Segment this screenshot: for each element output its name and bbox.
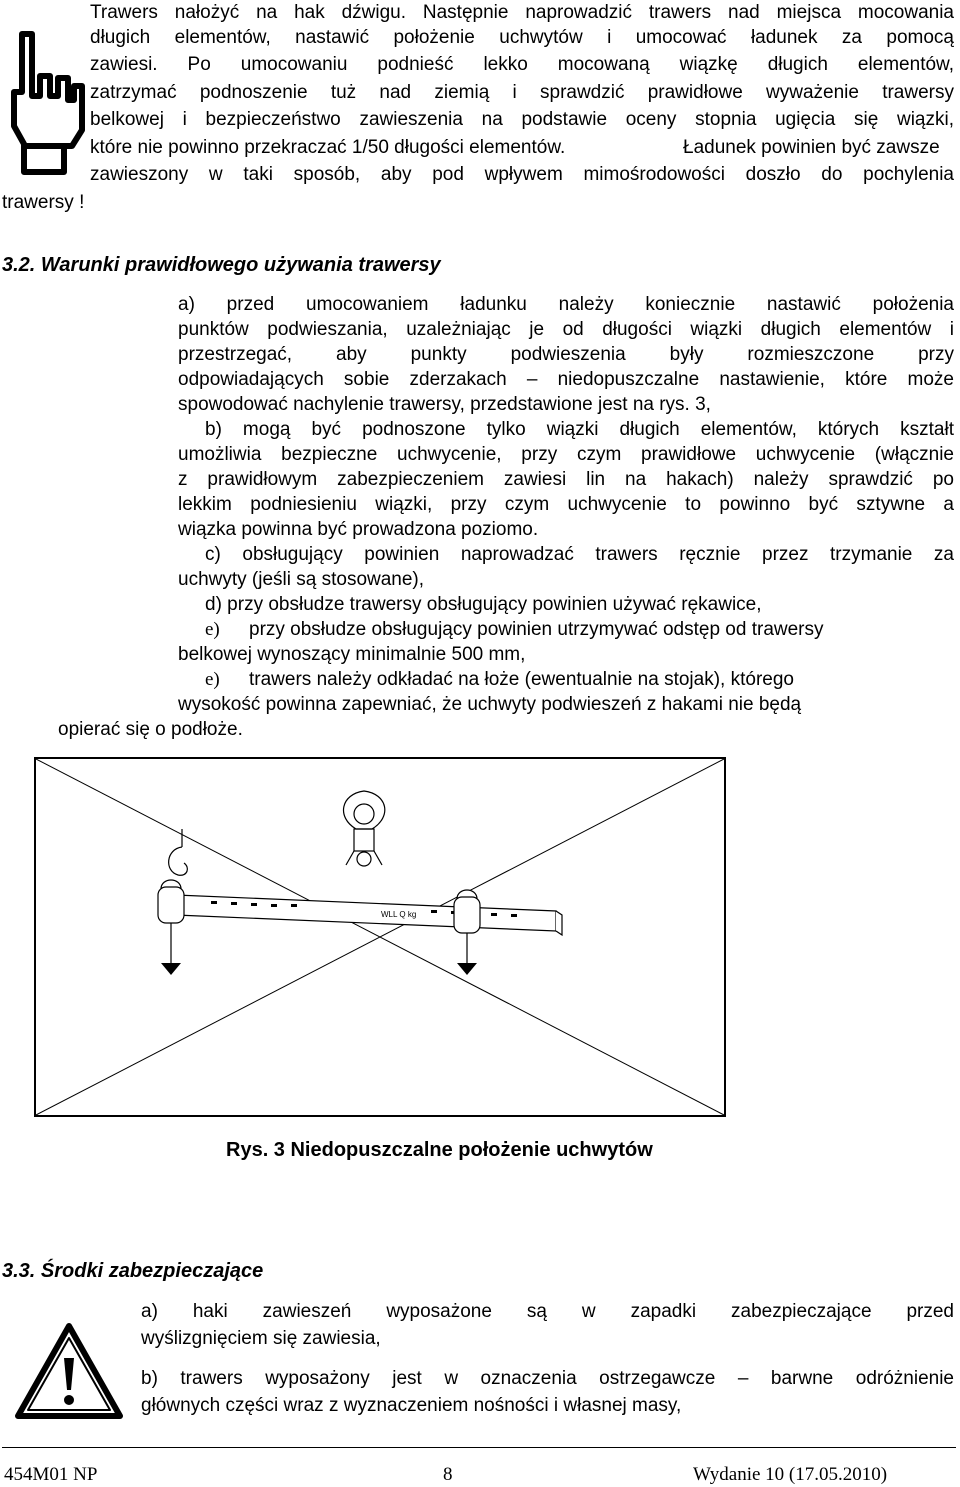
s32-line-17: wysokość powinna zapewniać, że uchwyty podwieszeń z hakami nie będą [178,694,802,715]
crane-eye [344,791,385,866]
intro-line-7: zawieszony w taki sposób, aby pod wpływem mimośrodowości doszło do pochylenia [90,164,954,185]
s32-line-11: c) obsługujący powinien naprowadzać trawers ręcznie przez trzymanie za [205,544,954,565]
s32-line-8: z prawidłowym zabezpieczeniem zawiesi lin na hakach) należy sprawdzić po [178,469,954,490]
s32-line-9: lekkim podniesieniu wiązki, przy czym uchwycenie to powinno być sztywne a [178,494,954,515]
intro-line-3: zawiesi. Po umocowaniu podnieść lekko mocowaną wiązkę długich elementów, [90,54,954,75]
s32-line-1: a) przed umocowaniem ładunku należy koniecznie nastawić położenia [178,294,954,315]
s32-line-16-marker: e) [205,669,220,690]
s33-line-2: wyślizgnięciem się zawiesia, [141,1328,381,1349]
section-heading-3-3: 3.3. Środki zabezpieczające [2,1260,264,1282]
s32-line-10: wiązka powinna być prowadzona poziomo. [178,519,539,540]
intro-line-4: zatrzymać podnoszenie tuż nad ziemią i sprawdzić prawidłowe wyważenie trawersy [90,82,954,103]
s32-line-2: punktów podwieszania, uzależniając je od długości wiązki długich elementów i [178,319,954,340]
warning-triangle-icon [14,1322,124,1420]
footer-page-number: 8 [443,1464,453,1485]
s32-line-13: d) przy obsłudze trawersy obsługujący powinien używać rękawice, [205,594,762,615]
pointing-hand-icon [4,22,86,182]
right-clamp [454,890,480,963]
figure-caption: Rys. 3 Niedopuszczalne położenie uchwytów [226,1139,653,1161]
s32-line-16: trawers należy odkładać na łoże (ewentualnie na stojak), którego [249,669,794,690]
left-clamp [158,880,184,963]
s32-line-18: opierać się o podłoże. [58,719,243,740]
footer-doc-code: 454M01 NP [4,1464,98,1485]
s32-line-15: belkowej wynoszący minimalnie 500 mm, [178,644,526,665]
s32-line-14-marker: e) [205,619,220,640]
figure-frame [34,757,726,1117]
s32-line-7: umożliwia bezpieczne uchwycenie, przy czym prawidłowe uchwycenie (włącznie [178,444,954,465]
beam [170,895,562,935]
s32-line-14: przy obsłudze obsługujący powinien utrzymywać odstęp od trawersy [249,619,824,640]
intro-line-6a: które nie powinno przekraczać 1/50 długości elementów. [90,137,566,158]
s33-line-4: głównych części wraz z wyznaczeniem nośności i własnej masy, [141,1395,682,1416]
traverse-diagram [36,759,724,1115]
footer-edition: Wydanie 10 (17.05.2010) [693,1464,888,1485]
s33-line-1: a) haki zawieszeń wyposażone są w zapadki zabezpieczające przed [141,1301,954,1322]
s32-line-6: b) mogą być podnoszone tylko wiązki długich elementów, których kształt [205,419,954,440]
intro-line-8: trawersy ! [2,192,85,213]
intro-line-2: długich elementów, nastawić położenie uchwytów i umocować ładunek za pomocą [90,27,954,48]
left-load-arrow [161,963,181,975]
s32-line-3: przestrzegać, aby punkty podwieszenia były rozmieszczone przy [178,344,954,365]
s32-line-5: spowodować nachylenie trawersy, przedstawione jest na rys. 3, [178,394,711,415]
section-heading-3-2: 3.2. Warunki prawidłowego używania trawersy [2,254,441,276]
wll-label: WLL Q kg [381,910,417,919]
s32-line-4: odpowiadających sobie zderzakach – niedopuszczalne nastawienie, które może [178,369,954,390]
intro-line-5: belkowej i bezpieczeństwo zawieszenia na podstawie oceny stopnia ugięcia się wiązki, [90,109,954,130]
s33-line-3: b) trawers wyposażony jest w oznaczenia ostrzegawcze – barwne odróżnienie [141,1368,954,1389]
footer-rule [2,1447,956,1448]
right-load-arrow [457,963,477,975]
intro-line-6b: Ładunek powinien być zawsze [683,137,940,158]
s32-line-12: uchwyty (jeśli są stosowane), [178,569,425,590]
intro-line-1: Trawers nałożyć na hak dźwigu. Następnie naprowadzić trawers nad miejsca mocowania [90,2,954,23]
